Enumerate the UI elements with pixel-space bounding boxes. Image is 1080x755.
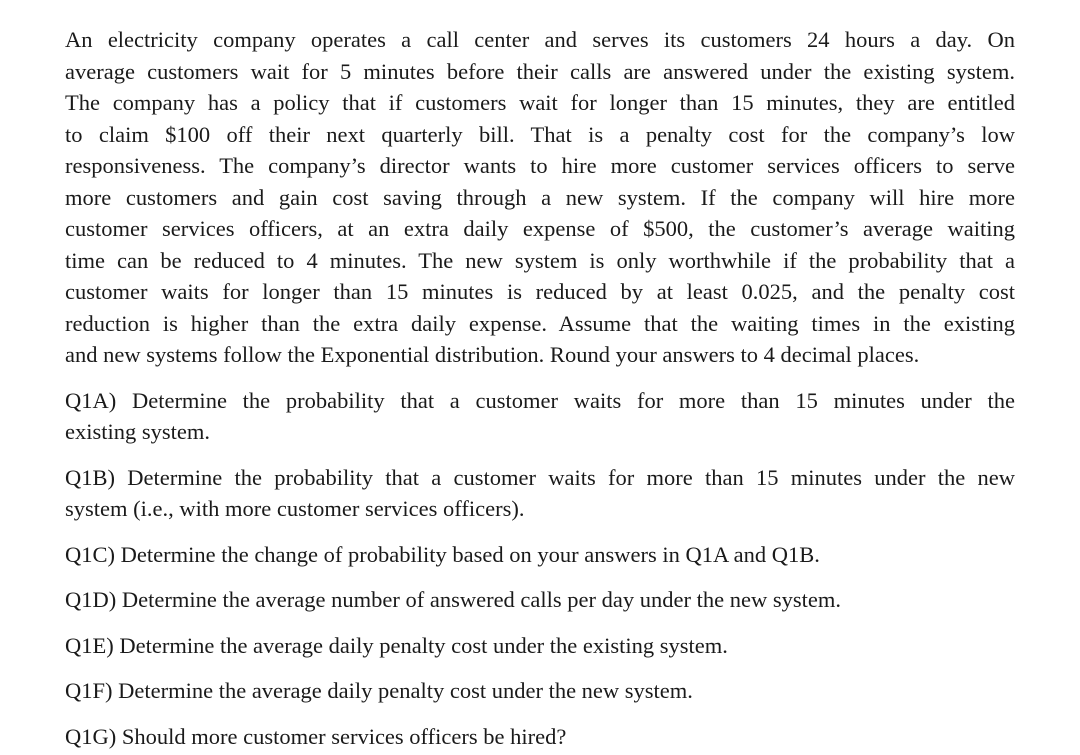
question-q1f	[65, 675, 1015, 707]
text-line: An electricity company operates a call center and serves its customers 24 hours a day. On	[65, 27, 1015, 52]
text-line: customer waits for longer than 15 minutes is reduced by at least 0.025, and the penalty cost	[65, 279, 1015, 304]
question-q1e	[65, 630, 1015, 662]
text-line: customer services officers, at an extra daily expense of $500, the customer’s average waiting	[65, 216, 1015, 241]
text-line: and new systems follow the Exponential distribution. Round your answers to 4 decimal places.	[65, 342, 920, 367]
question-q1g	[65, 721, 1015, 753]
text-line: Q1B) Determine the probability that a customer waits for more than 15 minutes under the new	[65, 464, 1015, 490]
question-q1d	[65, 584, 1015, 616]
text-line: Q1E) Determine the average daily penalty cost under the existing system.	[65, 632, 728, 658]
text-line: reduction is higher than the extra daily expense. Assume that the waiting times in the existing	[65, 310, 1015, 336]
problem-statement	[65, 24, 1015, 371]
text-line: responsiveness. The company’s director wants to hire more customer services officers to serve	[65, 153, 1015, 178]
question-q1a	[65, 385, 1015, 448]
text-line: existing system.	[65, 419, 210, 444]
text-line: more customers and gain cost saving through a new system. If the company will hire more	[65, 184, 1015, 210]
text-line: Q1A) Determine the probability that a customer waits for more than 15 minutes under the	[65, 387, 1015, 413]
text-line: Q1F) Determine the average daily penalty cost under the new system.	[65, 678, 693, 703]
text-line: time can be reduced to 4 minutes. The new system is only worthwhile if the probability that a	[65, 247, 1015, 273]
text-line: The company has a policy that if customers wait for longer than 15 minutes, they are entitled	[65, 90, 1015, 115]
text-line: Q1G) Should more customer services officers be hired?	[65, 723, 567, 749]
text-line: system (i.e., with more customer services officers).	[65, 496, 525, 521]
question-q1c	[65, 539, 1015, 571]
text-line: Q1D) Determine the average number of answered calls per day under the new system.	[65, 587, 841, 612]
text-line: average customers wait for 5 minutes before their calls are answered under the existing system.	[65, 58, 1015, 84]
question-q1b	[65, 462, 1015, 525]
text-line: Q1C) Determine the change of probability based on your answers in Q1A and Q1B.	[65, 541, 820, 567]
document-page	[65, 24, 1015, 752]
text-line: to claim $100 off their next quarterly bill. That is a penalty cost for the company’s low	[65, 121, 1015, 147]
